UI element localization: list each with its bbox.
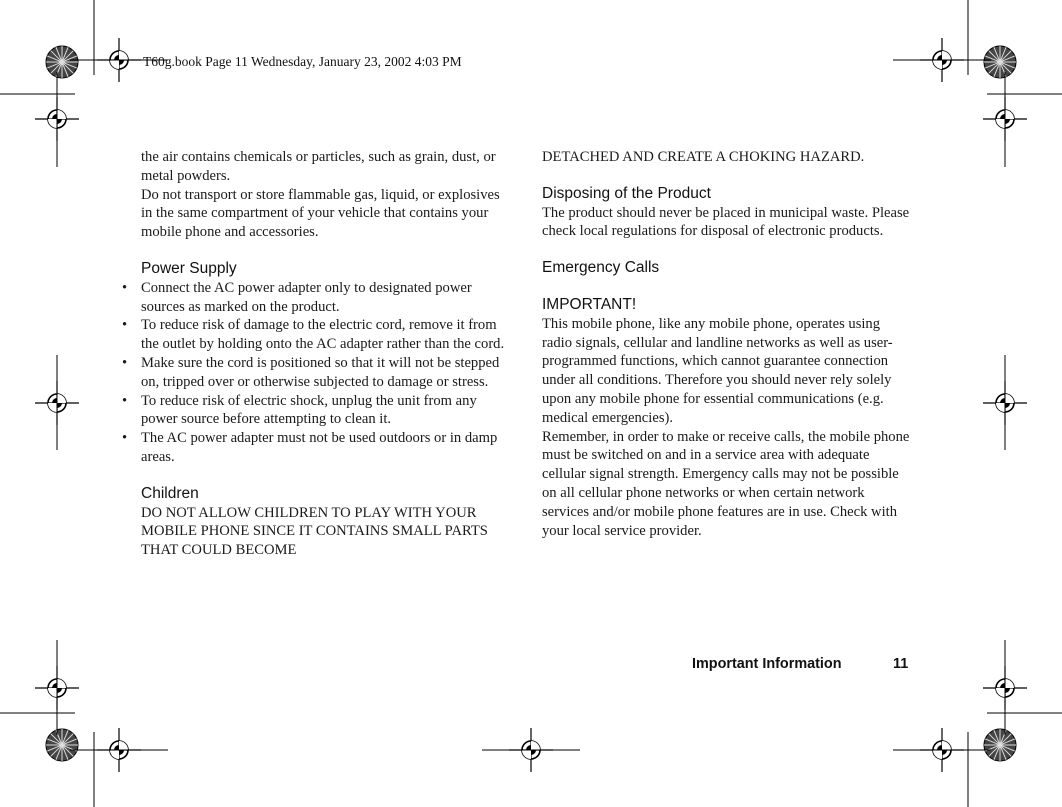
intro-paragraph-2: Do not transport or store flammable gas, liquid, or explosives in the same compartment of your vehicle that contains your mobile phone and accessories.	[141, 186, 500, 241]
disposing-text: The product should never be placed in municipal waste. Please check local regulations for disposal of electronic products.	[542, 204, 910, 240]
bullet-icon: •	[122, 430, 128, 447]
choking-hazard-continued: DETACHED AND CREATE A CHOKING HAZARD.	[542, 149, 865, 165]
left-column	[122, 148, 509, 560]
emergency-paragraph-2: Remember, in order to make or receive calls, the mobile phone must be switched on and in a service area with adequate cellular signal strength. Emergency calls may not be possible on all cellular phone networks or when certain network services and/or mobile phone features are in use. Check with your local service provider.	[542, 428, 910, 539]
list-item: • To reduce risk of electric shock, unplug the unit from any power source before attempting to clean it.	[122, 392, 477, 428]
list-item: • Connect the AC power adapter only to designated power sources as marked on the product.	[122, 279, 472, 315]
intro-paragraph-1: the air contains chemicals or particles, such as grain, dust, or metal powders.	[141, 149, 496, 184]
children-heading: Children	[141, 484, 199, 502]
footer-section-title: Important Information	[692, 656, 842, 672]
bullet-icon: •	[122, 317, 128, 334]
list-item: • The AC power adapter must not be used outdoors or in damp areas.	[122, 430, 498, 465]
power-supply-heading: Power Supply	[141, 259, 237, 277]
important-label: IMPORTANT!	[542, 295, 637, 313]
book-header-info: T60g.book Page 11 Wednesday, January 23, 2002 4:03 PM	[143, 54, 462, 69]
bullet-icon: •	[122, 354, 128, 371]
page-number: 11	[893, 656, 909, 672]
power-supply-list	[122, 279, 509, 467]
emergency-paragraph-1: This mobile phone, like any mobile phone, operates using radio signals, cellular and landline networks as well as user-programmed functions, which cannot guarantee connection under all conditions. Therefore you should never rely solely upon any mobile phone for essential communications (e.g. medical emergencies).	[542, 315, 893, 426]
bullet-icon: •	[122, 392, 128, 409]
emergency-calls-heading: Emergency Calls	[542, 259, 660, 277]
list-item: • To reduce risk of damage to the electric cord, remove it from the outlet by holding onto the AC adapter rather than the cord.	[122, 317, 505, 353]
list-item: • Make sure the cord is positioned so that it will not be stepped on, tripped over or otherwise subjected to damage or stress.	[122, 354, 500, 390]
disposing-heading: Disposing of the Product	[542, 184, 711, 202]
children-warning-text: DO NOT ALLOW CHILDREN TO PLAY WITH YOUR MOBILE PHONE SINCE IT CONTAINS SMALL PARTS THAT COULD BECOME	[141, 504, 488, 559]
bullet-icon: •	[122, 279, 128, 296]
right-column	[542, 148, 910, 540]
